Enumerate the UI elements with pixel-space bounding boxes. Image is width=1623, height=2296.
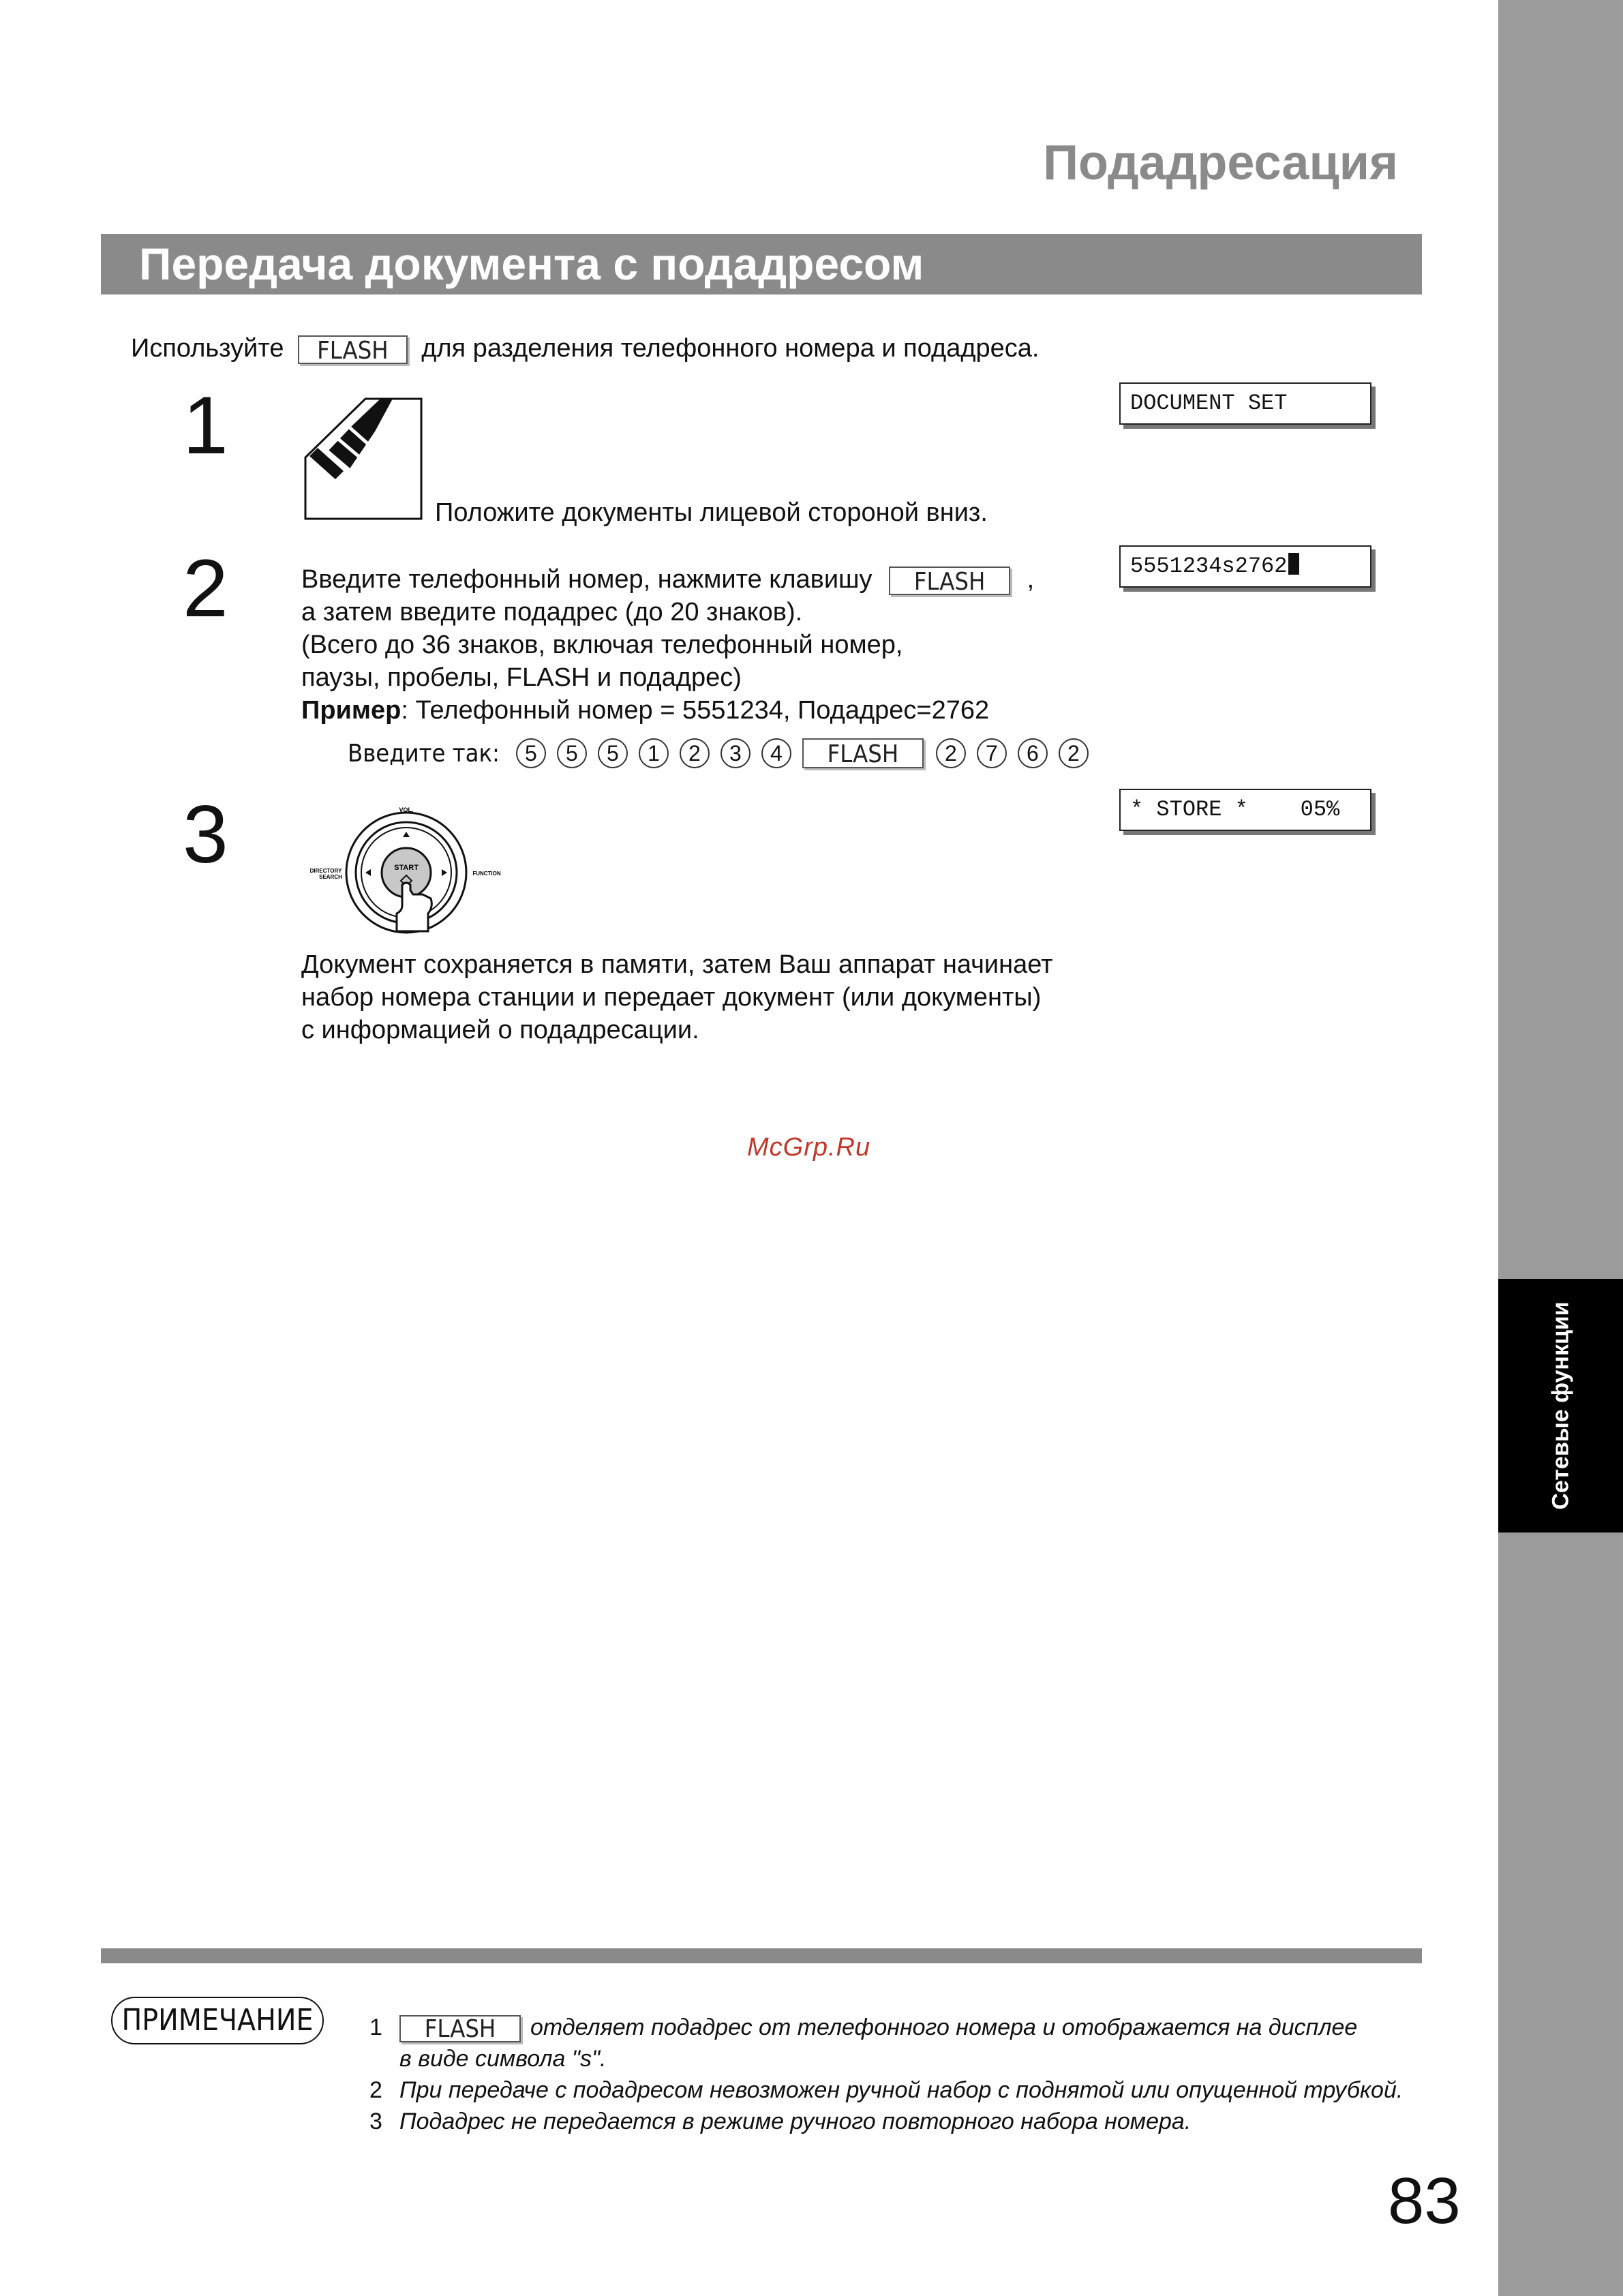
chapter-tab-label: Сетевые функции	[1547, 1301, 1573, 1510]
example-text: : Телефонный номер = 5551234, Подадрес=2762	[401, 696, 990, 725]
lcd-display-step-3	[1119, 789, 1371, 831]
start-label: START	[394, 864, 419, 872]
flash-key: FLASH	[889, 567, 1010, 595]
note-item-2	[369, 2074, 1403, 2106]
note-badge: ПРИМЕЧАНИЕ	[111, 1997, 324, 2044]
intro-after: для разделения телефонного номера и подадреса.	[421, 334, 1040, 363]
directory-label: DIRECTORY	[309, 868, 342, 874]
example-label: Пример	[301, 696, 401, 725]
step-2-line-1-text: Введите телефонный номер, нажмите клавишу	[301, 565, 873, 594]
digit-key: 1	[639, 738, 669, 768]
chapter-title: Подадресация	[1043, 136, 1398, 190]
watermark: McGrp.Ru	[747, 1133, 871, 1162]
lcd-text: 5551234s2762	[1130, 554, 1288, 579]
comma: ,	[1027, 565, 1035, 594]
lcd-display-step-2	[1119, 545, 1371, 588]
section-title: Передача документа с подадресом	[139, 239, 924, 289]
step-3-line-1: Документ сохраняется в памяти, затем Ваш аппарат начинает	[301, 950, 1053, 979]
step-1-text: Положите документы лицевой стороной вниз.	[435, 498, 988, 527]
step-2-example	[301, 694, 989, 727]
digit-key: 5	[557, 738, 587, 768]
intro-line	[131, 332, 1040, 365]
note-number: 3	[369, 2109, 382, 2134]
chapter-tab	[1498, 1279, 1623, 1532]
note-text: отделяет подадрес от телефонного номера и отображается на дисплее	[530, 2014, 1358, 2040]
note-number: 1	[369, 2014, 382, 2040]
flash-key: FLASH	[399, 2015, 521, 2042]
section-header	[101, 234, 1422, 294]
note-item-1-continued: в виде символа "s".	[399, 2046, 607, 2072]
cursor-block	[1288, 553, 1299, 575]
side-bar	[1498, 0, 1623, 2296]
vol-label: VOL.	[399, 806, 414, 813]
flash-key: FLASH	[298, 335, 408, 364]
digit-key: 4	[761, 738, 791, 768]
note-text: Подадрес не передается в режиме ручного повторного набора номера.	[399, 2109, 1192, 2134]
step-1-number: 1	[183, 380, 228, 471]
step-3-line-3: с информацией о подадресации.	[301, 1016, 699, 1044]
digit-key: 7	[977, 738, 1007, 768]
note-number: 2	[369, 2077, 382, 2103]
intro-before: Используйте	[131, 334, 284, 363]
digit-key: 5	[516, 738, 546, 768]
flash-key: FLASH	[802, 738, 924, 768]
digit-key: 3	[721, 738, 750, 768]
enter-label: Введите так:	[348, 739, 500, 768]
page-number: 83	[1388, 2164, 1461, 2237]
note-text: При передаче с подадресом невозможен ручной набор с поднятой или опущенной трубкой.	[399, 2077, 1404, 2103]
function-label: FUNCTION	[472, 871, 501, 877]
step-3-line-2: набор номера станции и передает документ (или документы)	[301, 983, 1042, 1012]
step-2-line-2: а затем введите подадрес (до 20 знаков).	[301, 598, 803, 626]
document-feed-icon	[304, 397, 424, 520]
lcd-display-step-1	[1119, 382, 1371, 425]
step-2-line-4: паузы, пробелы, FLASH и подадрес)	[301, 663, 742, 692]
step-2-line-1	[301, 563, 1034, 596]
lcd-text: DOCUMENT SET	[1130, 391, 1288, 416]
digit-key: 6	[1018, 738, 1048, 768]
digit-key: 2	[1059, 738, 1089, 768]
digit-key: 5	[598, 738, 628, 768]
lcd-text: * STORE * 05%	[1130, 797, 1340, 822]
search-label: SEARCH	[319, 874, 342, 880]
step-3-number: 3	[183, 789, 228, 880]
note-item-1	[369, 2012, 1357, 2043]
digit-key: 2	[680, 738, 710, 768]
digit-key: 2	[936, 738, 966, 768]
start-button-panel-icon	[300, 804, 518, 941]
step-2-number: 2	[183, 543, 228, 634]
note-item-3	[369, 2106, 1191, 2137]
footer-rule	[101, 1948, 1422, 1963]
key-sequence	[348, 738, 1099, 768]
step-2-line-3: (Всего до 36 знаков, включая телефонный номер,	[301, 631, 903, 659]
